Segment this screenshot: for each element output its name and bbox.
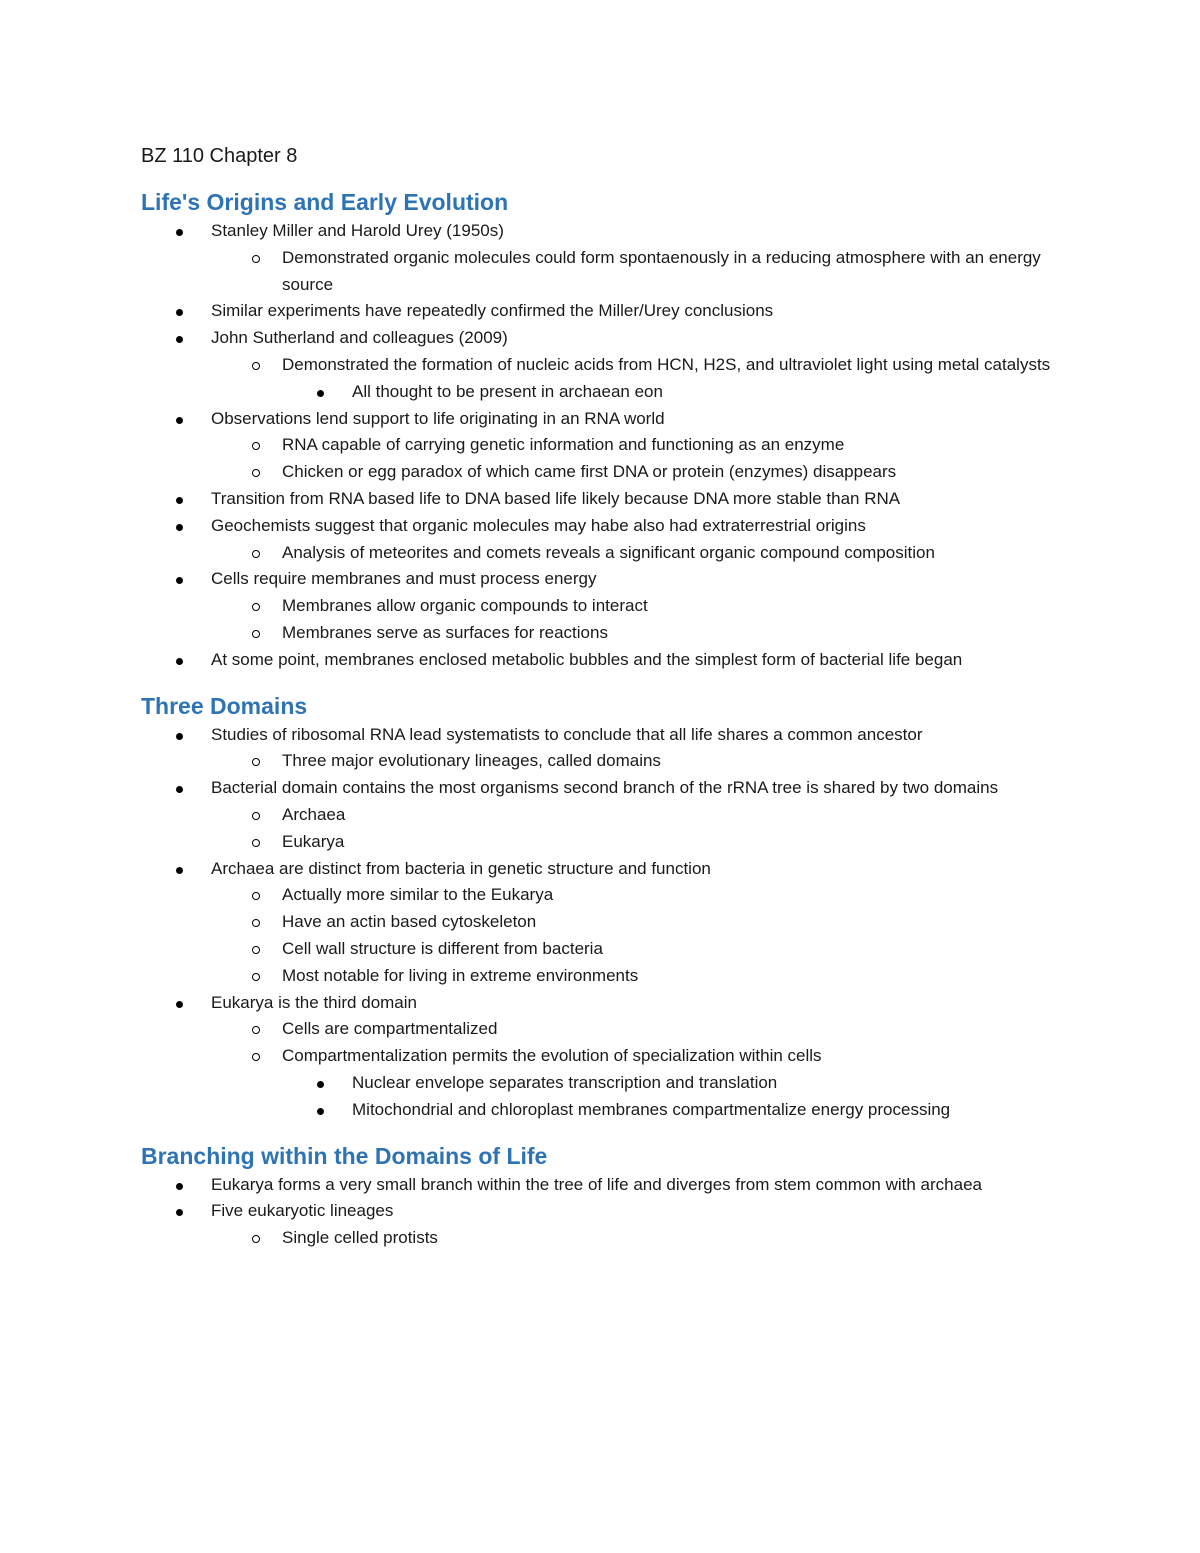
hollow-bullet-icon (250, 909, 262, 936)
list-item (141, 963, 1071, 990)
list-item (141, 1172, 1071, 1199)
hollow-bullet-icon (250, 432, 262, 459)
sections-container (141, 186, 1071, 1252)
list-item (141, 909, 1071, 936)
list-item (141, 1043, 1071, 1070)
section (141, 690, 1071, 1124)
bullet-icon (173, 406, 185, 433)
hollow-bullet-icon (250, 802, 262, 829)
hollow-bullet-icon (250, 352, 262, 379)
list-item-text: Cells are compartmentalized (282, 1019, 498, 1039)
hollow-bullet-icon (250, 593, 262, 620)
hollow-bullet-icon (250, 245, 262, 272)
list-item-text: Cell wall structure is different from bacteria (282, 938, 603, 958)
list-item (141, 298, 1071, 325)
list-item-text: Analysis of meteorites and comets reveals a significant organic compound composition (282, 542, 935, 562)
bullet-icon (173, 856, 185, 883)
hollow-bullet-icon (250, 829, 262, 856)
bullet-icon (173, 513, 185, 540)
bullet-icon (173, 990, 185, 1017)
list-item-text: Observations lend support to life originating in an RNA world (211, 408, 665, 428)
list-item (141, 802, 1071, 829)
list-item-text: Demonstrated the formation of nucleic acids from HCN, H2S, and ultraviolet light using metal catalysts (282, 354, 1051, 374)
hollow-bullet-icon (250, 1225, 262, 1252)
bullet-list (141, 722, 1071, 1124)
bullet-list (141, 218, 1071, 674)
list-item (141, 513, 1071, 540)
bullet-icon (173, 647, 185, 674)
list-item (141, 748, 1071, 775)
hollow-bullet-icon (250, 459, 262, 486)
bullet-icon (173, 1172, 185, 1199)
hollow-bullet-icon (250, 882, 262, 909)
section-heading: Three Domains (141, 692, 308, 719)
list-item-text: Single celled protists (282, 1228, 438, 1248)
hollow-bullet-icon (250, 620, 262, 647)
list-item (141, 459, 1071, 486)
list-item (141, 620, 1071, 647)
hollow-bullet-icon (250, 963, 262, 990)
section-heading: Life's Origins and Early Evolution (141, 189, 509, 215)
list-item (141, 379, 1071, 406)
list-item (141, 1070, 1071, 1097)
bullet-icon (173, 325, 185, 352)
list-item (141, 1097, 1071, 1124)
list-item (141, 540, 1071, 567)
list-item-text: Actually more similar to the Eukarya (282, 885, 554, 905)
list-item-text: Membranes serve as surfaces for reactions (282, 622, 608, 642)
bullet-icon (173, 298, 185, 325)
hollow-bullet-icon (250, 1043, 262, 1070)
list-item-text: Eukarya (282, 831, 345, 851)
list-item (141, 1225, 1071, 1252)
section-heading: Branching within the Domains of Life (141, 1142, 548, 1169)
list-item (141, 990, 1071, 1017)
list-item-text: Membranes allow organic compounds to interact (282, 596, 648, 616)
list-item-text: Eukarya forms a very small branch within the tree of life and diverges from stem common with archaea (211, 1174, 982, 1194)
bullet-icon (173, 722, 185, 749)
bullet-icon (314, 1097, 326, 1124)
list-item (141, 647, 1071, 674)
list-item-text: Studies of ribosomal RNA lead systematists to conclude that all life shares a common ancestor (211, 724, 923, 744)
hollow-bullet-icon (250, 1016, 262, 1043)
list-item (141, 593, 1071, 620)
list-item (141, 936, 1071, 963)
list-item-text: Eukarya is the third domain (211, 992, 417, 1012)
list-item (141, 218, 1071, 245)
list-item-text: Archaea (282, 804, 346, 824)
list-item-text: Mitochondrial and chloroplast membranes compartmentalize energy processing (352, 1099, 951, 1119)
list-item-text: Bacterial domain contains the most organisms second branch of the rRNA tree is shared by two domains (211, 778, 999, 798)
list-item-text: Similar experiments have repeatedly confirmed the Miller/Urey conclusions (211, 301, 774, 321)
document-page (141, 140, 1071, 1252)
list-item (141, 1016, 1071, 1043)
list-item-text: Nuclear envelope separates transcription and translation (352, 1072, 778, 1092)
bullet-icon (173, 486, 185, 513)
bullet-icon (314, 1070, 326, 1097)
list-item (141, 1198, 1071, 1225)
list-item-text: Cells require membranes and must process energy (211, 569, 597, 589)
list-item-text: Most notable for living in extreme environments (282, 965, 639, 985)
list-item (141, 325, 1071, 352)
document-title: BZ 110 Chapter 8 (141, 145, 298, 167)
list-item-text: RNA capable of carrying genetic information and functioning as an enzyme (282, 435, 845, 455)
bullet-list (141, 1172, 1071, 1252)
list-item (141, 245, 1071, 299)
section (141, 1140, 1071, 1252)
list-item-text: At some point, membranes enclosed metabolic bubbles and the simplest form of bacterial life began (211, 649, 963, 669)
list-item-text: All thought to be present in archaean eon (352, 381, 663, 401)
list-item-text: Chicken or egg paradox of which came first DNA or protein (enzymes) disappears (282, 462, 897, 482)
list-item-text: John Sutherland and colleagues (2009) (211, 328, 508, 348)
list-item (141, 882, 1071, 909)
list-item (141, 486, 1071, 513)
list-item (141, 566, 1071, 593)
bullet-icon (173, 566, 185, 593)
list-item-text: Transition from RNA based life to DNA based life likely because DNA more stable than RNA (211, 488, 901, 508)
list-item (141, 829, 1071, 856)
list-item-text: Three major evolutionary lineages, called domains (282, 751, 661, 771)
hollow-bullet-icon (250, 936, 262, 963)
bullet-icon (173, 218, 185, 245)
section (141, 186, 1071, 674)
hollow-bullet-icon (250, 540, 262, 567)
list-item-text: Demonstrated organic molecules could form spontaenously in a reducing atmosphere with an energy source (282, 247, 1041, 294)
list-item-text: Geochemists suggest that organic molecules may habe also had extraterrestrial origins (211, 515, 866, 535)
list-item (141, 775, 1071, 802)
list-item (141, 856, 1071, 883)
bullet-icon (173, 775, 185, 802)
list-item-text: Five eukaryotic lineages (211, 1201, 394, 1221)
list-item (141, 406, 1071, 433)
list-item (141, 432, 1071, 459)
hollow-bullet-icon (250, 748, 262, 775)
bullet-icon (314, 379, 326, 406)
list-item-text: Archaea are distinct from bacteria in genetic structure and function (211, 858, 711, 878)
bullet-icon (173, 1198, 185, 1225)
list-item-text: Compartmentalization permits the evolution of specialization within cells (282, 1046, 822, 1066)
list-item-text: Have an actin based cytoskeleton (282, 912, 537, 932)
list-item (141, 722, 1071, 749)
list-item (141, 352, 1071, 379)
list-item-text: Stanley Miller and Harold Urey (1950s) (211, 221, 504, 240)
